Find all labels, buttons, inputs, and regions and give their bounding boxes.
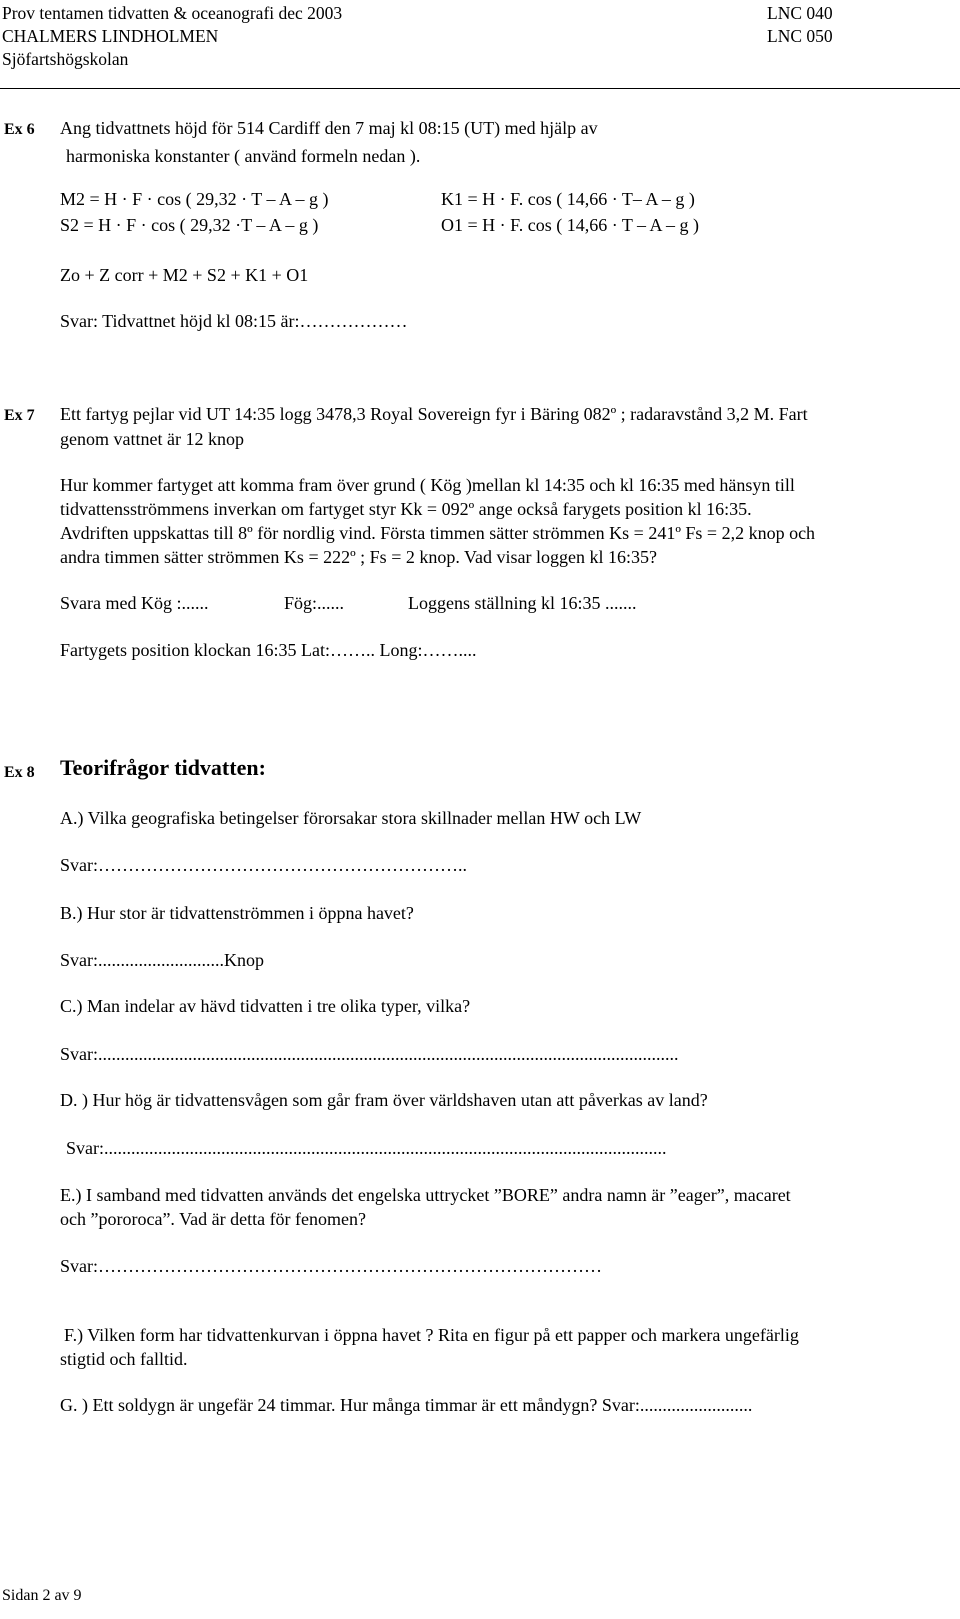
ex8-answer-a: Svar:…………………………………………………….. bbox=[60, 855, 467, 875]
ex7-answer-kog: Svara med Kög :...... bbox=[60, 593, 209, 613]
ex8-question-b: B.) Hur stor är tidvattenströmmen i öppna havet? bbox=[60, 903, 414, 923]
ex8-answer-b: Svar:............................Knop bbox=[60, 950, 264, 970]
ex8-question-g: G. ) Ett soldygn är ungefär 24 timmar. Hur många timmar är ett måndygn? Svar:......................... bbox=[60, 1395, 753, 1415]
ex7-paragraph-line1: Hur kommer fartyget att komma fram över grund ( Kög )mellan kl 14:35 och kl 16:35 med hänsyn till bbox=[60, 475, 795, 495]
header-code-1: LNC 040 bbox=[767, 3, 833, 23]
ex8-question-f-line2: stigtid och falltid. bbox=[60, 1349, 188, 1369]
header-code-2: LNC 050 bbox=[767, 26, 833, 46]
header-rule bbox=[0, 88, 960, 89]
ex8-answer-e: Svar:………………………………………………………………………… bbox=[60, 1256, 602, 1276]
ex6-formula-k1: K1 = H · F. cos ( 14,66 · T– A – g ) bbox=[441, 189, 695, 209]
page-number: Sidan 2 av 9 bbox=[2, 1587, 82, 1604]
ex7-question-line1: Ett fartyg pejlar vid UT 14:35 logg 3478,3 Royal Sovereign fyr i Bäring 082º ; radaravstånd 3,2 M. Fart bbox=[60, 404, 808, 424]
ex6-label: Ex 6 bbox=[4, 121, 35, 138]
ex8-answer-d: Svar:............................................................................................................................. bbox=[66, 1138, 667, 1158]
ex8-question-e-line1: E.) I samband med tidvatten används det engelska uttrycket ”BORE” andra namn är ”eager”, macaret bbox=[60, 1185, 791, 1205]
ex8-title: Teorifrågor tidvatten: bbox=[60, 755, 266, 780]
ex7-question-line2: genom vattnet är 12 knop bbox=[60, 429, 244, 449]
ex8-answer-c: Svar:................................................................................................................................. bbox=[60, 1044, 679, 1064]
ex7-paragraph-line4: andra timmen sätter strömmen Ks = 222º ; Fs = 2 knop. Vad visar loggen kl 16:35? bbox=[60, 547, 657, 567]
ex8-label: Ex 8 bbox=[4, 764, 35, 781]
ex7-paragraph-line2: tidvattensströmmens inverkan om fartyget styr Kk = 092º ange också farygets position kl 16:35. bbox=[60, 499, 752, 519]
ex6-question-line2: harmoniska konstanter ( använd formeln nedan ). bbox=[66, 146, 421, 166]
ex6-sum-formula: Zo + Z corr + M2 + S2 + K1 + O1 bbox=[60, 265, 309, 285]
ex7-paragraph-line3: Avdriften uppskattas till 8º för nordlig vind. Första timmen sätter strömmen Ks = 241º Fs = 2,2 knop och bbox=[60, 523, 816, 543]
ex6-formula-s2: S2 = H · F · cos ( 29,32 ·T – A – g ) bbox=[60, 215, 319, 235]
ex6-formula-o1: O1 = H · F. cos ( 14,66 · T – A – g ) bbox=[441, 215, 700, 235]
ex8-question-e-line2: och ”pororoca”. Vad är detta för fenomen? bbox=[60, 1209, 367, 1229]
ex8-question-d: D. ) Hur hög är tidvattensvågen som går fram över världshaven utan att påverkas av land? bbox=[60, 1090, 708, 1110]
header-school: CHALMERS LINDHOLMEN bbox=[2, 26, 219, 46]
ex6-formula-m2: M2 = H · F · cos ( 29,32 · T – A – g ) bbox=[60, 189, 329, 209]
ex8-question-a: A.) Vilka geografiska betingelser förorsakar stora skillnader mellan HW och LW bbox=[60, 808, 642, 828]
ex8-question-f-line1: F.) Vilken form har tidvattenkurvan i öppna havet ? Rita en figur på ett papper och markera ungefärlig bbox=[64, 1325, 799, 1345]
ex7-answer-loggen: Loggens ställning kl 16:35 ....... bbox=[408, 593, 637, 613]
ex6-question-line1: Ang tidvattnets höjd för 514 Cardiff den 7 maj kl 08:15 (UT) med hjälp av bbox=[60, 118, 598, 138]
ex6-answer: Svar: Tidvattnet höjd kl 08:15 är:……………… bbox=[60, 311, 408, 331]
ex7-answer-position: Fartygets position klockan 16:35 Lat:…….. Long:…….... bbox=[60, 640, 477, 660]
header-department: Sjöfartshögskolan bbox=[2, 49, 129, 69]
ex8-question-c: C.) Man indelar av hävd tidvatten i tre olika typer, vilka? bbox=[60, 996, 471, 1016]
header-course-title: Prov tentamen tidvatten & oceanografi dec 2003 bbox=[2, 3, 343, 23]
ex7-answer-fog: Fög:...... bbox=[284, 593, 345, 613]
ex7-label: Ex 7 bbox=[4, 407, 35, 424]
